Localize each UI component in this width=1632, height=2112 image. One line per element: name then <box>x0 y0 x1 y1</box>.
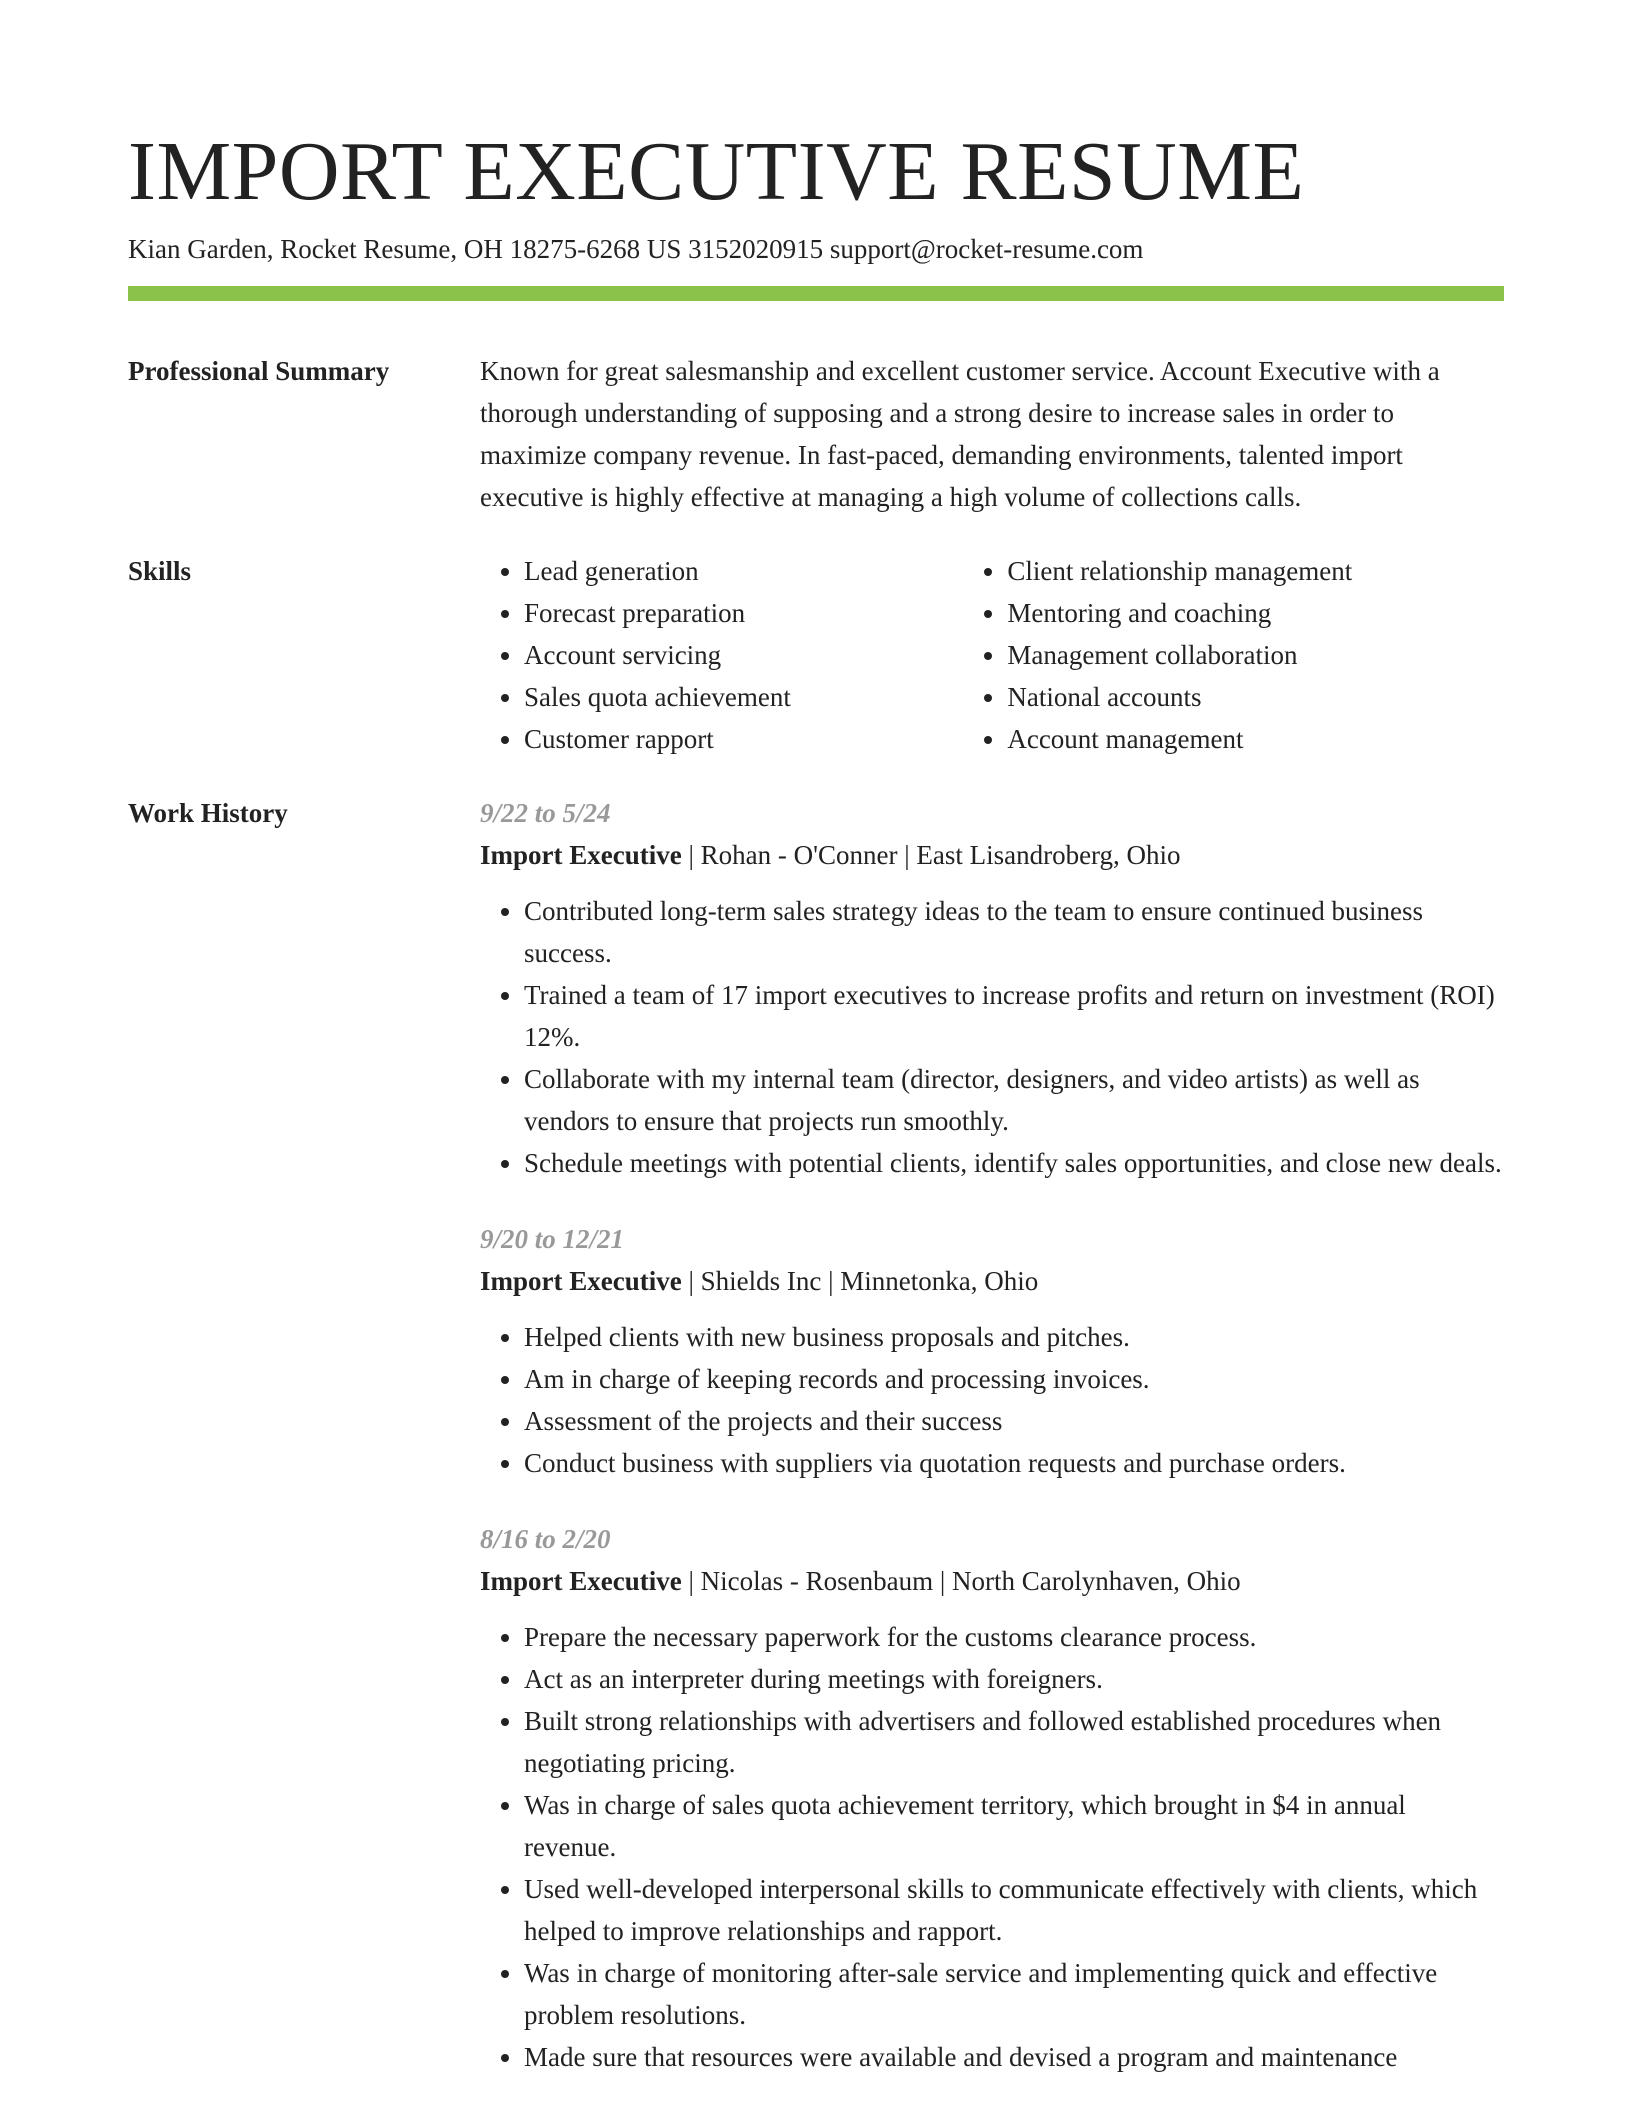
section-label-skills: Skills <box>128 556 192 586</box>
section-label-professional-summary: Professional Summary <box>128 356 390 386</box>
job-title: Import Executive <box>480 840 682 870</box>
job-bullets <box>480 890 1504 1184</box>
job-bullets <box>480 1616 1504 2078</box>
skill-item: • Client relationship management <box>1007 550 1504 592</box>
header-divider <box>128 286 1504 301</box>
job-bullets <box>480 1316 1504 1484</box>
job-bullet: • Made sure that resources were available and devised a program and maintenance <box>524 2036 1504 2078</box>
job-heading <box>480 834 1504 876</box>
job-entry <box>480 1518 1504 2078</box>
summary-text: Known for great salesmanship and excellent customer service. Account Executive with a thorough understanding of supposing and a strong desire to increase sales in order to maximize company revenue. In fast-paced, demanding environments, talented import executive is highly effective at managing a high volume of collections calls. <box>480 356 1440 512</box>
job-heading <box>480 1560 1504 1602</box>
skill-item: • Management collaboration <box>1007 634 1504 676</box>
section-label-work-history: Work History <box>128 798 288 828</box>
job-details: | Shields Inc | Minnetonka, Ohio <box>681 1266 1039 1296</box>
job-bullet: • Conduct business with suppliers via quotation requests and purchase orders. <box>524 1442 1504 1484</box>
job-details: | Nicolas - Rosenbaum | North Carolynhaven, Ohio <box>681 1566 1241 1596</box>
job-bullet: • Helped clients with new business proposals and pitches. <box>524 1316 1504 1358</box>
job-bullet: • Act as an interpreter during meetings with foreigners. <box>524 1658 1504 1700</box>
job-details: | Rohan - O'Conner | East Lisandroberg, Ohio <box>681 840 1181 870</box>
job-dates: 8/16 to 2/20 <box>480 1524 611 1554</box>
job-title: Import Executive <box>480 1566 682 1596</box>
job-entry <box>480 1218 1504 1484</box>
skill-item: • Sales quota achievement <box>524 676 963 718</box>
job-bullet: • Was in charge of sales quota achievement territory, which brought in $4 in annual revenue. <box>524 1784 1504 1868</box>
skill-item: • Customer rapport <box>524 718 963 760</box>
skill-item: • Forecast preparation <box>524 592 963 634</box>
job-bullet: • Prepare the necessary paperwork for the customs clearance process. <box>524 1616 1504 1658</box>
skills-list-right <box>963 550 1504 760</box>
skill-item: • Lead generation <box>524 550 963 592</box>
job-bullet: • Collaborate with my internal team (director, designers, and video artists) as well as vendors to ensure that projects run smoothly. <box>524 1058 1504 1142</box>
job-entry <box>480 792 1504 1184</box>
resume-title: IMPORT EXECUTIVE RESUME <box>128 125 1305 218</box>
job-bullet: • Built strong relationships with advertisers and followed established procedures when negotiating pricing. <box>524 1700 1504 1784</box>
skill-item: • National accounts <box>1007 676 1504 718</box>
job-bullet: • Used well-developed interpersonal skills to communicate effectively with clients, which helped to improve relationships and rapport. <box>524 1868 1504 1952</box>
skills-list-left <box>480 550 963 760</box>
contact-info: Kian Garden, Rocket Resume, OH 18275-6268 US 3152020915 support@rocket-resume.com <box>128 234 1144 264</box>
job-title: Import Executive <box>480 1266 682 1296</box>
job-dates: 9/20 to 12/21 <box>480 1224 625 1254</box>
skill-item: • Mentoring and coaching <box>1007 592 1504 634</box>
job-dates: 9/22 to 5/24 <box>480 798 611 828</box>
job-bullet: • Contributed long-term sales strategy ideas to the team to ensure continued business success. <box>524 890 1504 974</box>
job-heading <box>480 1260 1504 1302</box>
skill-item: • Account servicing <box>524 634 963 676</box>
job-bullet: • Assessment of the projects and their success <box>524 1400 1504 1442</box>
job-bullet: • Was in charge of monitoring after-sale service and implementing quick and effective problem resolutions. <box>524 1952 1504 2036</box>
job-bullet: • Am in charge of keeping records and processing invoices. <box>524 1358 1504 1400</box>
skill-item: • Account management <box>1007 718 1504 760</box>
job-bullet: • Trained a team of 17 import executives to increase profits and return on investment (ROI) 12%. <box>524 974 1504 1058</box>
job-bullet: • Schedule meetings with potential clients, identify sales opportunities, and close new deals. <box>524 1142 1504 1184</box>
